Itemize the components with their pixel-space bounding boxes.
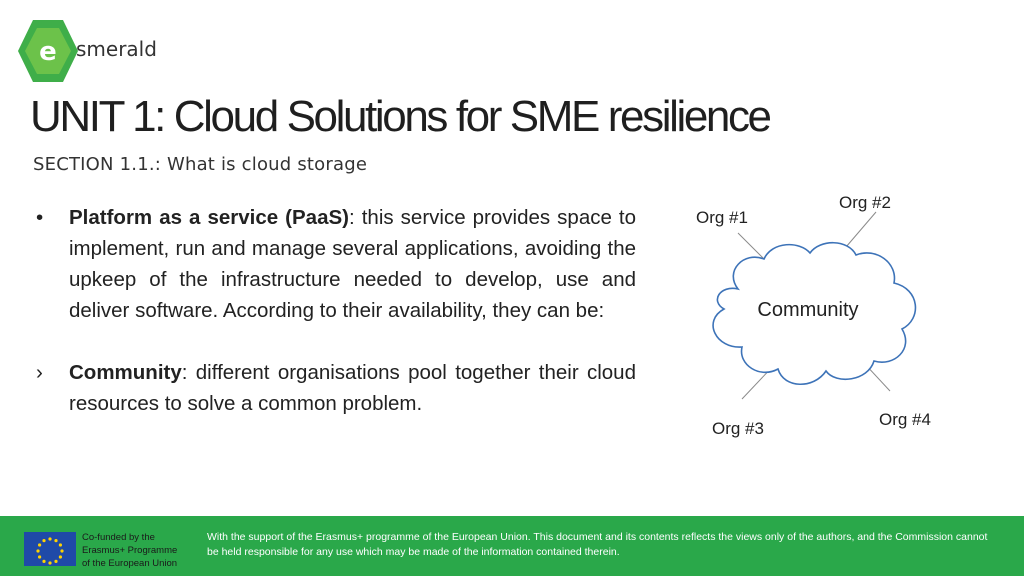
bullet-item-paas: [36, 202, 636, 326]
bullet-marker: •: [36, 206, 44, 229]
org-label: Org #1: [696, 208, 748, 227]
page-title: UNIT 1: Cloud Solutions for SME resilience: [30, 92, 770, 141]
org-label: Org #4: [879, 410, 931, 429]
bullet-text: : this service provides space to implement, run and manage several applications, avoiding the upkeep of the infrastructure needed to develop, use and deliver software. According to their availability, they can be:: [69, 206, 637, 322]
section-subtitle: SECTION 1.1.: What is cloud storage: [33, 154, 368, 175]
org-label: Org #2: [839, 193, 891, 212]
logo-e-icon: e: [39, 37, 57, 67]
content-list: [36, 202, 636, 419]
bullet-term: Platform as a service (PaaS): [69, 206, 349, 229]
eu-text-line: of the European Union: [82, 558, 178, 569]
bullet-term: Community: [69, 361, 182, 384]
eu-text-line: Erasmus+ Programme: [82, 545, 178, 556]
org-label: Org #3: [712, 419, 764, 438]
bullet-marker: ›: [36, 361, 43, 384]
footer-bar: [0, 516, 1024, 576]
bullet-text: : different organisations pool together their cloud resources to solve a common problem.: [69, 361, 636, 415]
connector-org1: [738, 233, 764, 259]
community-cloud-diagram: [680, 185, 940, 455]
logo-text: smerald: [76, 37, 157, 61]
connector-org2: [846, 212, 876, 247]
cloud-label: Community: [757, 299, 859, 321]
footer-disclaimer: With the support of the Erasmus+ programme of the European Union. This document and its contents reflects the views only of the authors, and the Commission cannot be held responsible for any use which may be made of the information contained therein.: [207, 531, 988, 558]
eu-flag-icon: [24, 532, 76, 566]
bullet-item-community: [36, 357, 636, 419]
esmerald-logo: [18, 20, 158, 82]
eu-erasmus-logo: [24, 530, 194, 570]
eu-text-line: Co-funded by the: [82, 532, 155, 543]
